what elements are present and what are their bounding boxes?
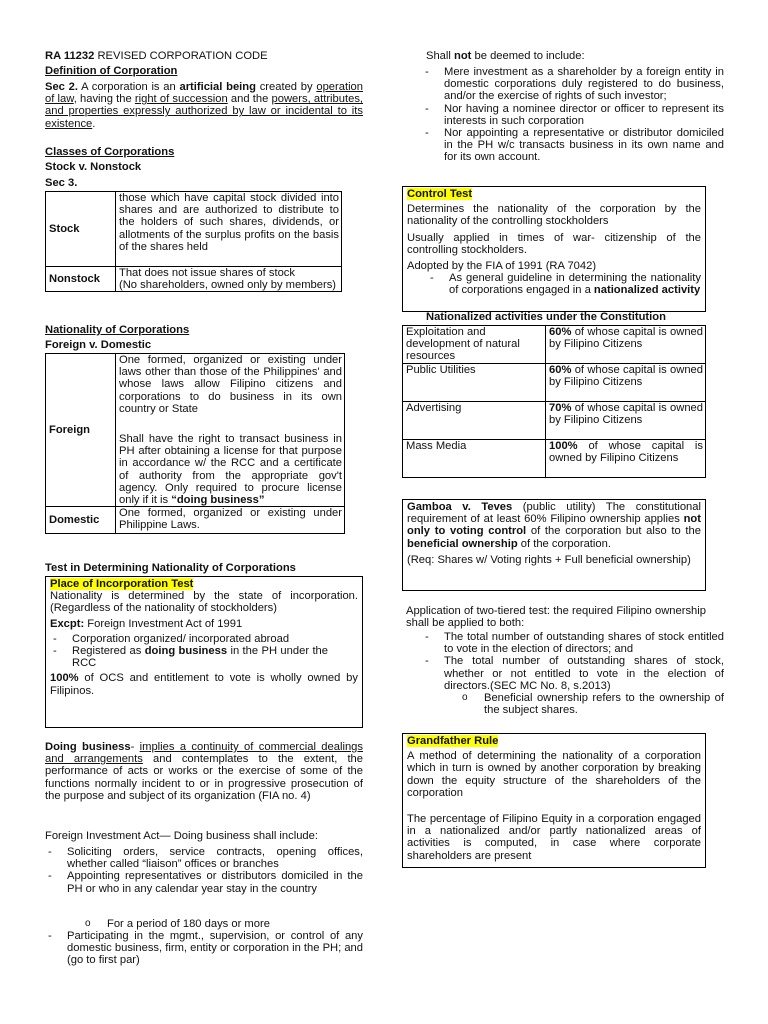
- activity-cell: Public Utilities: [403, 364, 546, 402]
- domestic-desc: One formed, organized or existing under Philippine Laws.: [116, 507, 345, 534]
- sec2-text-i: .: [92, 117, 96, 130]
- list-item: - Appointing representatives or distributors domiciled in the PH or who in any calendar year stay in the country: [45, 870, 363, 894]
- shall-a: Shall: [426, 50, 454, 62]
- gamboa-req: (Req: Shares w/ Voting rights + Full beneficial ownership): [407, 553, 691, 566]
- activity-cell: Mass Media: [403, 440, 546, 478]
- percent-value: 60%: [549, 364, 572, 376]
- gamboa-text-c: of the corporation but also to the: [526, 525, 701, 538]
- activity-cell: Exploitation and development of natural resources: [403, 326, 546, 364]
- title-rest: REVISED CORPORATION CODE: [94, 50, 268, 62]
- fia-sublist: [45, 918, 363, 930]
- poi-last-text: of OCS and entitlement to vote is wholly owned by Filipinos.: [50, 672, 358, 697]
- requirement-cell: [546, 440, 706, 478]
- shall-c: be deemed to include:: [471, 50, 585, 62]
- fia-intro: Foreign Investment Act— Doing business shall include:: [45, 830, 318, 842]
- list-item: - The total number of outstanding shares of stock entitled to vote in the election of directors; and: [422, 631, 724, 655]
- class-table: [45, 191, 342, 292]
- control-p2: Usually applied in times of war- citizenship of the controlling stockholders.: [407, 231, 701, 256]
- sec2-right-of-succession: right of succession: [134, 93, 228, 106]
- requirement-text: of whose capital is owned by Filipino Citizens: [549, 364, 703, 389]
- control-test-box: [402, 186, 706, 312]
- list-item: [427, 272, 701, 296]
- title-code: RA 11232: [45, 50, 95, 62]
- gamboa-voting-control: not only to voting control: [407, 513, 701, 538]
- table-row: [46, 507, 345, 534]
- activity-cell: Advertising: [403, 402, 546, 440]
- sec2-artificial-being: artificial being: [179, 81, 256, 93]
- two-tier-intro: Application of two-tiered test: the required Filipino ownership shall be applied to both:: [406, 605, 706, 630]
- requirement-cell: [546, 402, 706, 440]
- poi-100-percent: 100%: [50, 672, 79, 685]
- grandfather-p2: The percentage of Filipino Equity in a corporation engaged in a nationalized and/or partly nationalized areas of activities is computed, in case where corporate shareholders are present: [407, 813, 701, 862]
- requirement-text: of whose capital is owned by Filipino Citizens: [549, 402, 703, 427]
- poi-item2-b: doing business: [144, 645, 228, 658]
- poi-last: [50, 672, 358, 696]
- domestic-label: Domestic: [46, 507, 116, 534]
- two-tier-sublist: [422, 692, 724, 716]
- grandfather-rule-title: Grandfather Rule: [407, 735, 499, 747]
- poi-excpt-text: Foreign Investment Act of 1991: [84, 617, 243, 630]
- stock-desc: those which have capital stock divided into shares and are authorized to distribute to the holders of such shares, dividends, or allotments of the surplus profits on the basis of the shares held: [116, 192, 342, 267]
- foreign-label: Foreign: [46, 354, 116, 507]
- doing-business-label: Doing business: [45, 741, 131, 753]
- table-row: [403, 440, 706, 478]
- document-title: [45, 50, 268, 62]
- fia-list-2: [45, 930, 363, 967]
- gamboa-paragraph: [407, 501, 701, 550]
- foreign-domestic-table: [45, 353, 345, 534]
- sec2-paragraph: [45, 81, 363, 130]
- requirement-cell: [546, 364, 706, 402]
- list-item: - Nor having a nominee director or officer to represent its interests in such corporation: [422, 103, 724, 127]
- foreign-desc-cell: [116, 354, 345, 507]
- sec2-text-e: , having the: [73, 93, 135, 106]
- poi-p1: Nationality is determined by the state of incorporation. (Regardless of the nationality of stockholders): [50, 590, 358, 615]
- sec2-text-g: and the: [227, 93, 272, 106]
- table-row: [46, 192, 342, 267]
- sec2-text-c: created by: [255, 81, 317, 93]
- poi-excpt-label: Excpt:: [50, 617, 85, 630]
- exclusions-list: [422, 66, 724, 164]
- nationality-heading: Nationality of Corporations: [45, 324, 190, 336]
- two-tier-list: [422, 631, 724, 692]
- sec2-text-a: A corporation is an: [78, 81, 180, 93]
- requirement-text: of whose capital is owned by Filipino Citizens: [549, 326, 703, 351]
- fia-list: [45, 846, 363, 895]
- percent-value: 70%: [549, 402, 572, 414]
- list-item: [50, 645, 328, 669]
- table-row: [46, 354, 345, 507]
- stock-label: Stock: [46, 192, 116, 267]
- table-row: [403, 364, 706, 402]
- grandfather-p1: A method of determining the nationality of a corporation which in turn is owned by another corporation by breaking down the equity structure of the shareholders of the corporation: [407, 750, 701, 799]
- sec2-label: Sec 2.: [45, 81, 78, 93]
- foreign-domestic-heading: Foreign v. Domestic: [45, 339, 152, 351]
- doing-business-underlined: implies a continuity of commercial dealings and arrangements: [45, 741, 363, 766]
- table-row: [403, 402, 706, 440]
- sec2-operation-of-law: operation of law: [45, 81, 363, 106]
- poi-excpt: [50, 618, 358, 630]
- nationalized-table: [402, 325, 706, 478]
- list-item: - Mere investment as a shareholder by a foreign entity in domestic corporations duly registered to do business, and/or the exercise of rights of such investor;: [422, 66, 724, 103]
- gamboa-box: [402, 499, 706, 591]
- sec3-label: Sec 3.: [45, 177, 78, 189]
- control-list: [407, 272, 701, 296]
- gamboa-text-e: of the corporation.: [517, 537, 611, 550]
- control-test-title: Control Test: [407, 188, 473, 200]
- table-row: [403, 326, 706, 364]
- grandfather-rule-box: [402, 733, 706, 868]
- poi-list: [50, 633, 358, 670]
- percent-value: 100%: [549, 440, 578, 452]
- nonstock-desc2: (No shareholders, owned only by members): [119, 279, 337, 292]
- list-item: - The total number of outstanding shares of stock, whether or not entitled to vote in the election of directors.(SEC MC No. 8, s.2013): [422, 655, 724, 692]
- foreign-p2-text: Shall have the right to transact business in PH after obtaining a license for that purpose in accordance w/ the RCC and a certificate of authority from the appropriate gov't agency. Only required to procure license only if it is: [119, 433, 342, 507]
- doing-business-rest: and contemplates to the extent, the performance of acts or works or the exercise of some of the functions normally incident to or in progressive prosecution of the purpose and subject of its organization (FIA no. 4): [45, 753, 364, 802]
- list-item: o For a period of 180 days or more: [83, 918, 363, 930]
- doing-business-paragraph: [45, 741, 363, 802]
- nationalized-activity-term: nationalized activity: [593, 284, 701, 297]
- nonstock-label: Nonstock: [46, 267, 116, 292]
- control-p3: Adopted by the FIA of 1991 (RA 7042): [407, 260, 597, 273]
- test-heading: Test in Determining Nationality of Corporations: [45, 562, 296, 574]
- list-item: - Nor appointing a representative or distributor domiciled in the PH w/c transacts business in its own name and for its own account.: [422, 127, 724, 164]
- gamboa-beneficial-ownership: beneficial ownership: [407, 537, 518, 550]
- poi-item2-a: Registered as: [72, 645, 145, 658]
- stock-nonstock-heading: Stock v. Nonstock: [45, 161, 142, 173]
- nationalized-heading: Nationalized activities under the Constitution: [426, 311, 666, 323]
- definition-heading: Definition of Corporation: [45, 65, 178, 77]
- poi-item2-c: in the PH under the RCC: [72, 645, 328, 670]
- gamboa-text-a: (public utility) The constitutional requirement of at least 60% Filipino ownership applies: [407, 501, 701, 526]
- list-item: - Corporation organized/ incorporated abroad: [50, 633, 328, 645]
- nonstock-desc: That does not issue shares of stock: [119, 267, 295, 279]
- list-item: o Beneficial ownership refers to the ownership of the subject shares.: [460, 692, 724, 716]
- shall-not: not: [454, 50, 472, 62]
- gamboa-case-name: Gamboa v. Teves: [407, 501, 513, 513]
- classes-heading: Classes of Corporations: [45, 146, 175, 158]
- control-item-text: As general guideline in determining the nationality of corporations engaged in a: [449, 272, 701, 297]
- foreign-p2: [119, 433, 342, 506]
- table-row: [46, 267, 342, 292]
- poi-title: Place of Incorporation Test: [50, 578, 194, 590]
- requirement-text: of whose capital is owned by Filipino Citizens: [549, 440, 703, 465]
- doing-business-term: “doing business”: [171, 494, 265, 507]
- place-of-incorporation-box: [45, 576, 363, 728]
- list-item: - Soliciting orders, service contracts, opening offices, whether called “liaison” offices or branches: [45, 846, 363, 870]
- doing-business-dash: -: [130, 741, 140, 753]
- shall-not-intro: [426, 50, 585, 62]
- control-p1: Determines the nationality of the corporation by the nationality of the controlling stockholders: [407, 203, 701, 228]
- foreign-p1: One formed, organized or existing under laws other than those of the Philippines' and whose laws allow Filipino citizens and corporations to do business in its own country or State: [119, 354, 342, 415]
- sec2-powers: powers, attributes, and properties expressly authorized by law or incidental to its existence: [45, 93, 364, 130]
- list-item: - Participating in the mgmt., supervision, or control of any domestic business, firm, entity or corporation in the PH; and (go to first par): [45, 930, 363, 967]
- percent-value: 60%: [549, 326, 572, 338]
- nonstock-desc-cell: [116, 267, 342, 292]
- requirement-cell: [546, 326, 706, 364]
